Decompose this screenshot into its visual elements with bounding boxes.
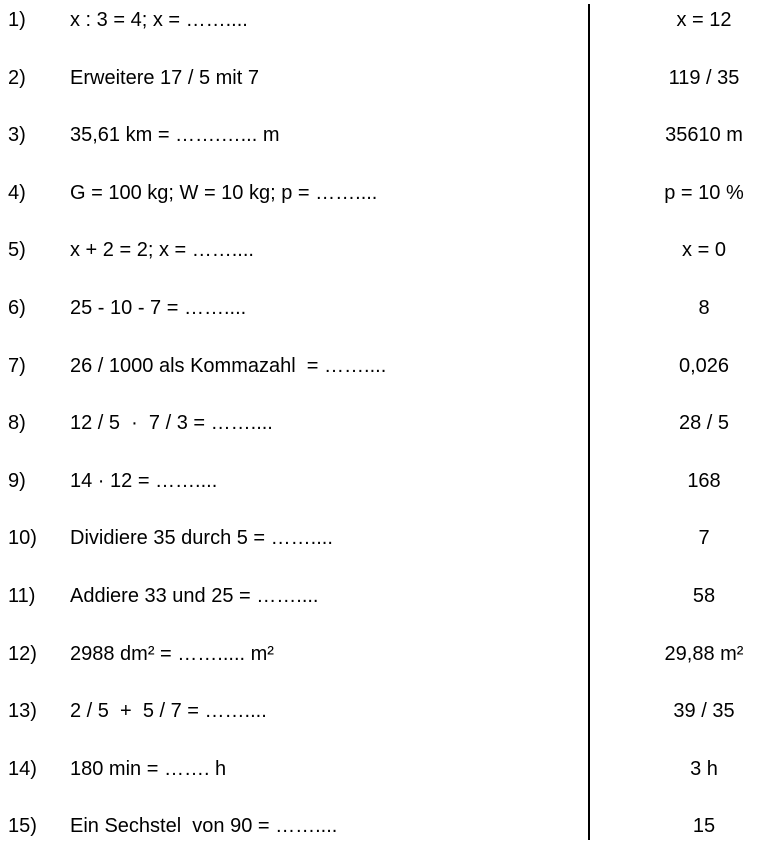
exercise-number: 12) bbox=[8, 642, 37, 665]
exercise-task: x + 2 = 2; x = …….... bbox=[70, 239, 254, 262]
exercise-task: 12 / 5 · 7 / 3 = …….... bbox=[70, 412, 273, 435]
exercise-number: 14) bbox=[8, 757, 37, 780]
exercise-number: 10) bbox=[8, 527, 37, 550]
exercise-answer: 29,88 m² bbox=[664, 642, 744, 665]
exercise-row-5 bbox=[0, 230, 783, 270]
exercise-answer: 35610 m bbox=[665, 124, 743, 147]
exercise-number: 6) bbox=[8, 297, 26, 319]
exercise-number: 8) bbox=[8, 412, 26, 435]
exercise-task: Dividiere 35 durch 5 = …….... bbox=[70, 527, 333, 550]
exercise-answer: 0,026 bbox=[678, 354, 730, 377]
exercise-task: 26 / 1000 als Kommazahl = …….... bbox=[70, 354, 387, 377]
exercise-row-3 bbox=[0, 115, 783, 155]
exercise-answer: 58 bbox=[692, 585, 716, 607]
exercise-row-15 bbox=[0, 806, 783, 846]
exercise-answer: x = 12 bbox=[676, 9, 732, 31]
exercise-number: 9) bbox=[8, 469, 26, 492]
exercise-task: 2 / 5 + 5 / 7 = …….... bbox=[70, 700, 267, 723]
exercise-task: Addiere 33 und 25 = …….... bbox=[70, 585, 319, 607]
exercise-row-13 bbox=[0, 691, 783, 731]
exercise-number: 1) bbox=[8, 9, 26, 31]
exercise-row-9 bbox=[0, 461, 783, 501]
exercise-task: Erweitere 17 / 5 mit 7 bbox=[70, 66, 259, 89]
exercise-task: 2988 dm² = ……..... m² bbox=[70, 642, 274, 665]
exercise-row-8 bbox=[0, 403, 783, 443]
exercise-row-1 bbox=[0, 0, 783, 40]
exercise-answer: 8 bbox=[698, 297, 710, 319]
exercise-answer: 39 / 35 bbox=[673, 700, 735, 723]
exercise-task: G = 100 kg; W = 10 kg; p = …….... bbox=[70, 181, 378, 204]
exercise-number: 2) bbox=[8, 66, 26, 89]
exercise-row-7 bbox=[0, 346, 783, 386]
exercise-answer: 15 bbox=[692, 815, 716, 838]
exercise-number: 7) bbox=[8, 354, 26, 377]
exercise-task: 25 - 10 - 7 = …….... bbox=[70, 297, 247, 319]
exercise-row-2 bbox=[0, 58, 783, 98]
exercise-row-14 bbox=[0, 749, 783, 789]
exercise-row-6 bbox=[0, 288, 783, 328]
exercise-answer: 3 h bbox=[690, 757, 718, 780]
exercise-number: 3) bbox=[8, 124, 26, 147]
exercise-row-12 bbox=[0, 634, 783, 674]
exercise-row-4 bbox=[0, 173, 783, 213]
exercise-answer: 119 / 35 bbox=[668, 66, 740, 89]
exercise-number: 5) bbox=[8, 239, 26, 262]
exercise-answer: 7 bbox=[698, 527, 710, 550]
exercise-task: 180 min = ……. h bbox=[70, 757, 227, 780]
exercise-answer: 168 bbox=[687, 469, 721, 492]
exercise-answer: 28 / 5 bbox=[678, 412, 730, 435]
exercise-number: 15) bbox=[8, 815, 37, 838]
exercise-row-11 bbox=[0, 576, 783, 616]
exercise-number: 13) bbox=[8, 700, 37, 723]
exercise-number: 11) bbox=[8, 585, 36, 607]
exercise-task: 35,61 km = …….…... m bbox=[70, 124, 280, 147]
exercise-answer: p = 10 % bbox=[664, 181, 744, 204]
exercise-number: 4) bbox=[8, 181, 26, 204]
exercise-row-10 bbox=[0, 518, 783, 558]
exercise-task: 14 · 12 = …….... bbox=[70, 469, 218, 492]
exercise-task: x : 3 = 4; x = …….... bbox=[70, 9, 248, 31]
exercise-answer: x = 0 bbox=[682, 239, 726, 262]
exercise-task: Ein Sechstel von 90 = …….... bbox=[70, 815, 338, 838]
